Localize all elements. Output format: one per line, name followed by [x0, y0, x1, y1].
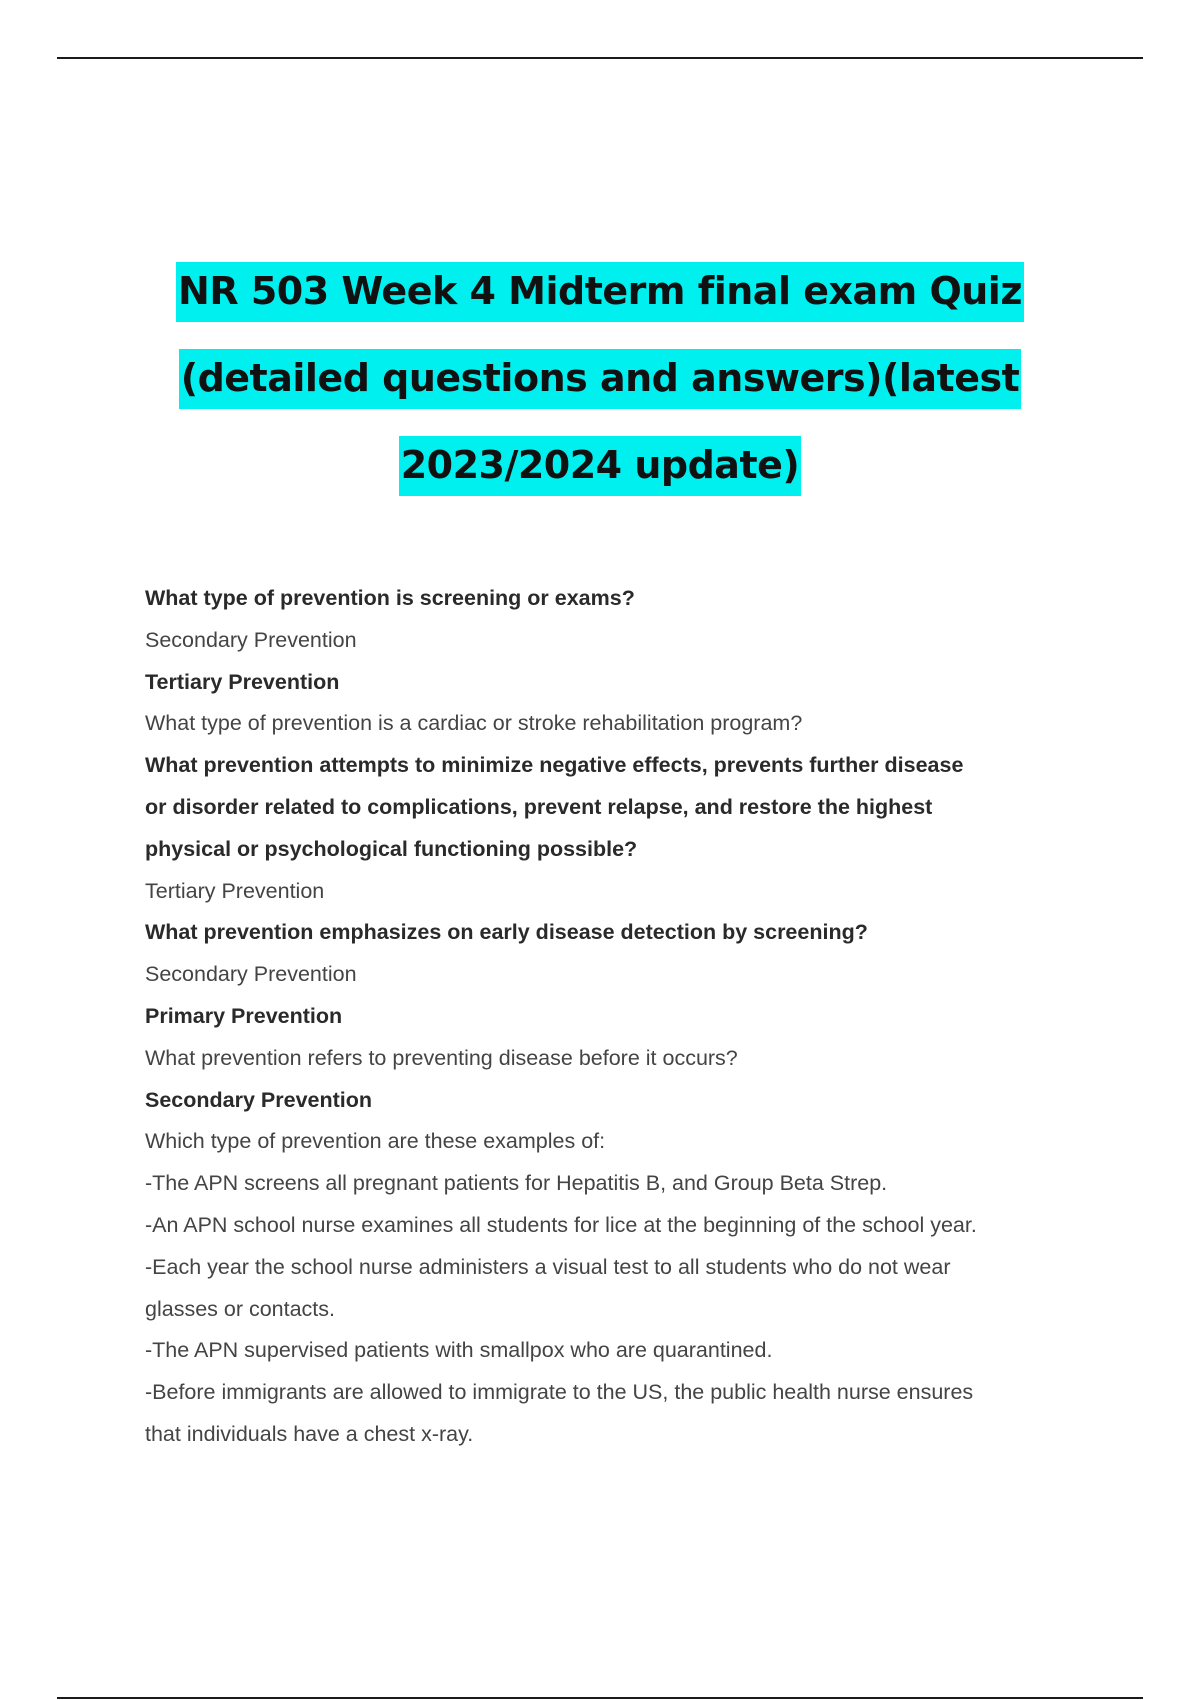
- answer-line: Tertiary Prevention: [145, 878, 325, 903]
- title-line: [0, 436, 1200, 523]
- document-title: [0, 262, 1200, 523]
- bottom-rule: [57, 1697, 1143, 1699]
- answer-line: glasses or contacts.: [145, 1296, 336, 1321]
- title-line-1: NR 503 Week 4 Midterm final exam Quiz: [176, 262, 1024, 322]
- answer-line: What prevention refers to preventing disease before it occurs?: [145, 1045, 738, 1070]
- question-line: physical or psychological functioning possible?: [145, 836, 638, 861]
- question-line: What prevention attempts to minimize negative effects, prevents further disease: [145, 753, 964, 778]
- question-line: Primary Prevention: [145, 1003, 343, 1028]
- answer-line: -Before immigrants are allowed to immigrate to the US, the public health nurse ensures: [145, 1380, 974, 1405]
- answer-line: What type of prevention is a cardiac or stroke rehabilitation program?: [145, 711, 803, 736]
- answer-line: that individuals have a chest x-ray.: [145, 1421, 474, 1446]
- title-line-2: (detailed questions and answers)(latest: [179, 349, 1022, 409]
- answer-line: Which type of prevention are these examples of:: [145, 1129, 606, 1154]
- answer-line: -The APN supervised patients with smallpox who are quarantined.: [145, 1338, 773, 1363]
- answer-line: -The APN screens all pregnant patients for Hepatitis B, and Group Beta Strep.: [145, 1171, 888, 1196]
- answer-line: -Each year the school nurse administers a visual test to all students who do not wear: [145, 1254, 951, 1279]
- question-line: Secondary Prevention: [145, 1087, 373, 1112]
- question-line: Tertiary Prevention: [145, 669, 340, 694]
- question-line: What prevention emphasizes on early disease detection by screening?: [145, 920, 868, 945]
- answer-line: Secondary Prevention: [145, 962, 357, 987]
- title-line: [0, 262, 1200, 349]
- title-line-3: 2023/2024 update): [399, 436, 802, 496]
- question-line: What type of prevention is screening or exams?: [145, 586, 635, 610]
- title-line: [0, 349, 1200, 436]
- question-line: or disorder related to complications, prevent relapse, and restore the highest: [145, 794, 933, 819]
- answer-line: Secondary Prevention: [145, 627, 357, 652]
- document-body: [145, 578, 1105, 1456]
- answer-line: -An APN school nurse examines all students for lice at the beginning of the school year.: [145, 1212, 977, 1237]
- top-rule: [57, 57, 1143, 59]
